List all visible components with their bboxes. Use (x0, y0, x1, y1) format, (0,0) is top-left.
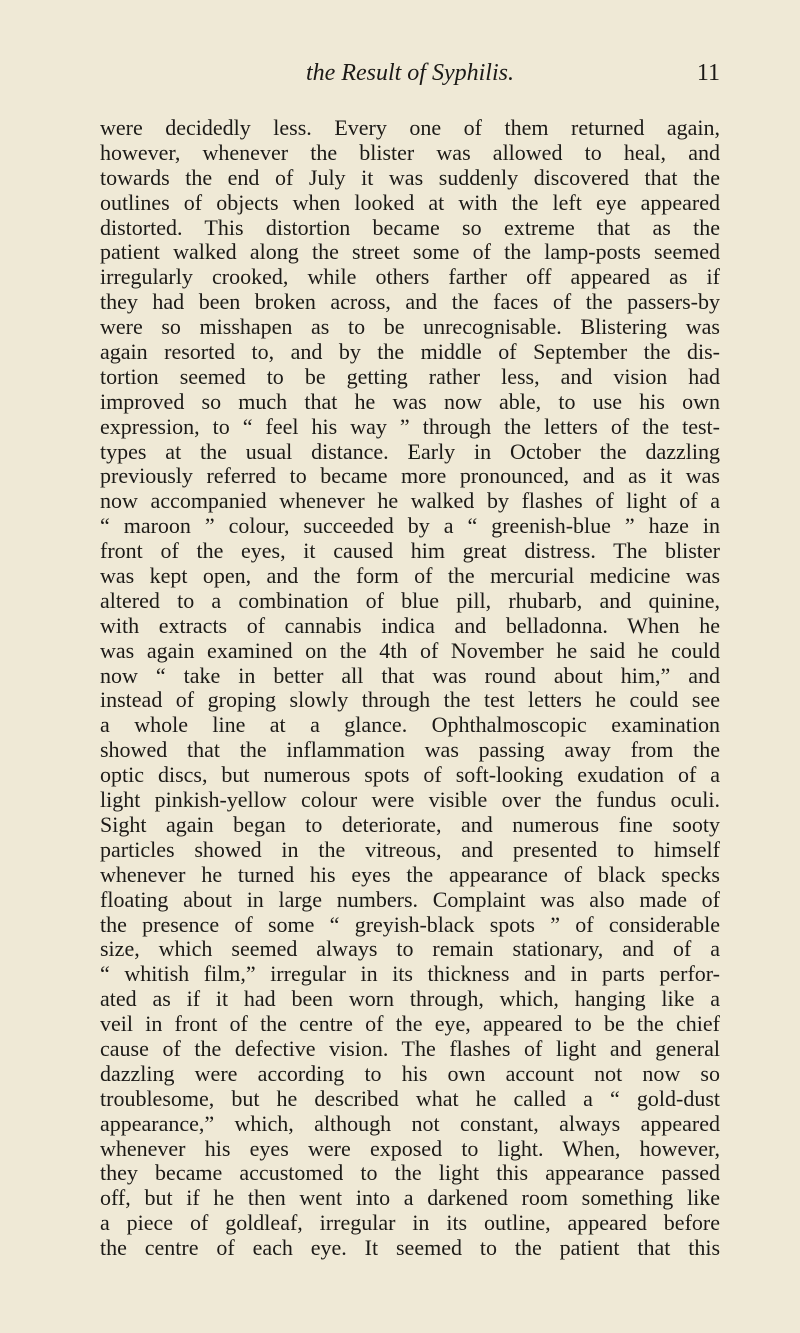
text-line: floating about in large numbers. Complaint was also made of (100, 886, 720, 912)
text-line: irregularly crooked, while others farther off appeared as if (100, 264, 720, 290)
text-line: however, whenever the blister was allowed to heal, and (100, 139, 720, 165)
text-line: the centre of each eye. It seemed to the patient that this (100, 1235, 720, 1261)
text-line: showed that the inflammation was passing away from the (100, 737, 720, 763)
text-line: Sight again began to deteriorate, and numerous fine sooty (100, 811, 720, 837)
text-line: expression, to “ feel his way ” through the letters of the test- (100, 413, 720, 439)
text-line: improved so much that he was now able, to use his own (100, 388, 720, 414)
text-line: cause of the defective vision. The flashes of light and general (100, 1035, 720, 1061)
text-line: “ maroon ” colour, succeeded by a “ greenish-blue ” haze in (100, 513, 720, 539)
text-line: whenever he turned his eyes the appearance of black specks (100, 861, 720, 887)
text-line: now “ take in better all that was round about him,” and (100, 662, 720, 688)
text-line: veil in front of the centre of the eye, appeared to be the chief (100, 1011, 720, 1037)
text-line: particles showed in the vitreous, and presented to himself (100, 836, 720, 862)
text-line: “ whitish film,” irregular in its thickness and in parts perfor- (100, 961, 720, 987)
text-line: altered to a combination of blue pill, rhubarb, and quinine, (100, 587, 720, 613)
text-line: they had been broken across, and the faces of the passers-by (100, 289, 720, 315)
text-line: a piece of goldleaf, irregular in its outline, appeared before (100, 1210, 720, 1236)
text-line: towards the end of July it was suddenly discovered that the (100, 164, 720, 190)
text-line: appearance,” which, although not constant, always appeared (100, 1110, 720, 1136)
text-line: they became accustomed to the light this appearance passed (100, 1160, 720, 1186)
text-line: previously referred to became more pronounced, and as it was (100, 463, 720, 489)
running-title: the Result of Syphilis. (306, 60, 514, 86)
body-text (100, 116, 720, 1261)
text-line: patient walked along the street some of the lamp-posts seemed (100, 239, 720, 265)
text-line: the presence of some “ greyish-black spots ” of considerable (100, 911, 720, 937)
text-line: a whole line at a glance. Ophthalmoscopic examination (100, 712, 720, 738)
text-line: were decidedly less. Every one of them returned again, (100, 115, 720, 140)
text-line: was again examined on the 4th of November he said he could (100, 637, 720, 663)
text-line: tortion seemed to be getting rather less, and vision had (100, 363, 720, 389)
text-line: again resorted to, and by the middle of September the dis- (100, 339, 720, 365)
text-line: outlines of objects when looked at with the left eye appeared (100, 189, 720, 215)
text-line: whenever his eyes were exposed to light. When, however, (100, 1135, 720, 1161)
text-line: with extracts of cannabis indica and belladonna. When he (100, 612, 720, 638)
running-header (100, 60, 720, 94)
text-line: size, which seemed always to remain stationary, and of a (100, 936, 720, 962)
text-line: now accompanied whenever he walked by flashes of light of a (100, 488, 720, 514)
text-line: ated as if it had been worn through, which, hanging like a (100, 986, 720, 1012)
page-number: 11 (696, 60, 720, 86)
text-line: distorted. This distortion became so extreme that as the (100, 214, 720, 240)
text-line: types at the usual distance. Early in October the dazzling (100, 438, 720, 464)
text-line: off, but if he then went into a darkened room something like (100, 1185, 720, 1211)
text-line: dazzling were according to his own account not now so (100, 1060, 720, 1086)
text-line: front of the eyes, it caused him great distress. The blister (100, 538, 720, 564)
text-line: was kept open, and the form of the mercurial medicine was (100, 563, 720, 589)
text-line: were so misshapen as to be unrecognisable. Blistering was (100, 314, 720, 340)
text-line: light pinkish-yellow colour were visible over the fundus oculi. (100, 787, 720, 813)
text-line: optic discs, but numerous spots of soft-looking exudation of a (100, 762, 720, 788)
text-line: troublesome, but he described what he called a “ gold-dust (100, 1085, 720, 1111)
text-line: instead of groping slowly through the test letters he could see (100, 687, 720, 713)
